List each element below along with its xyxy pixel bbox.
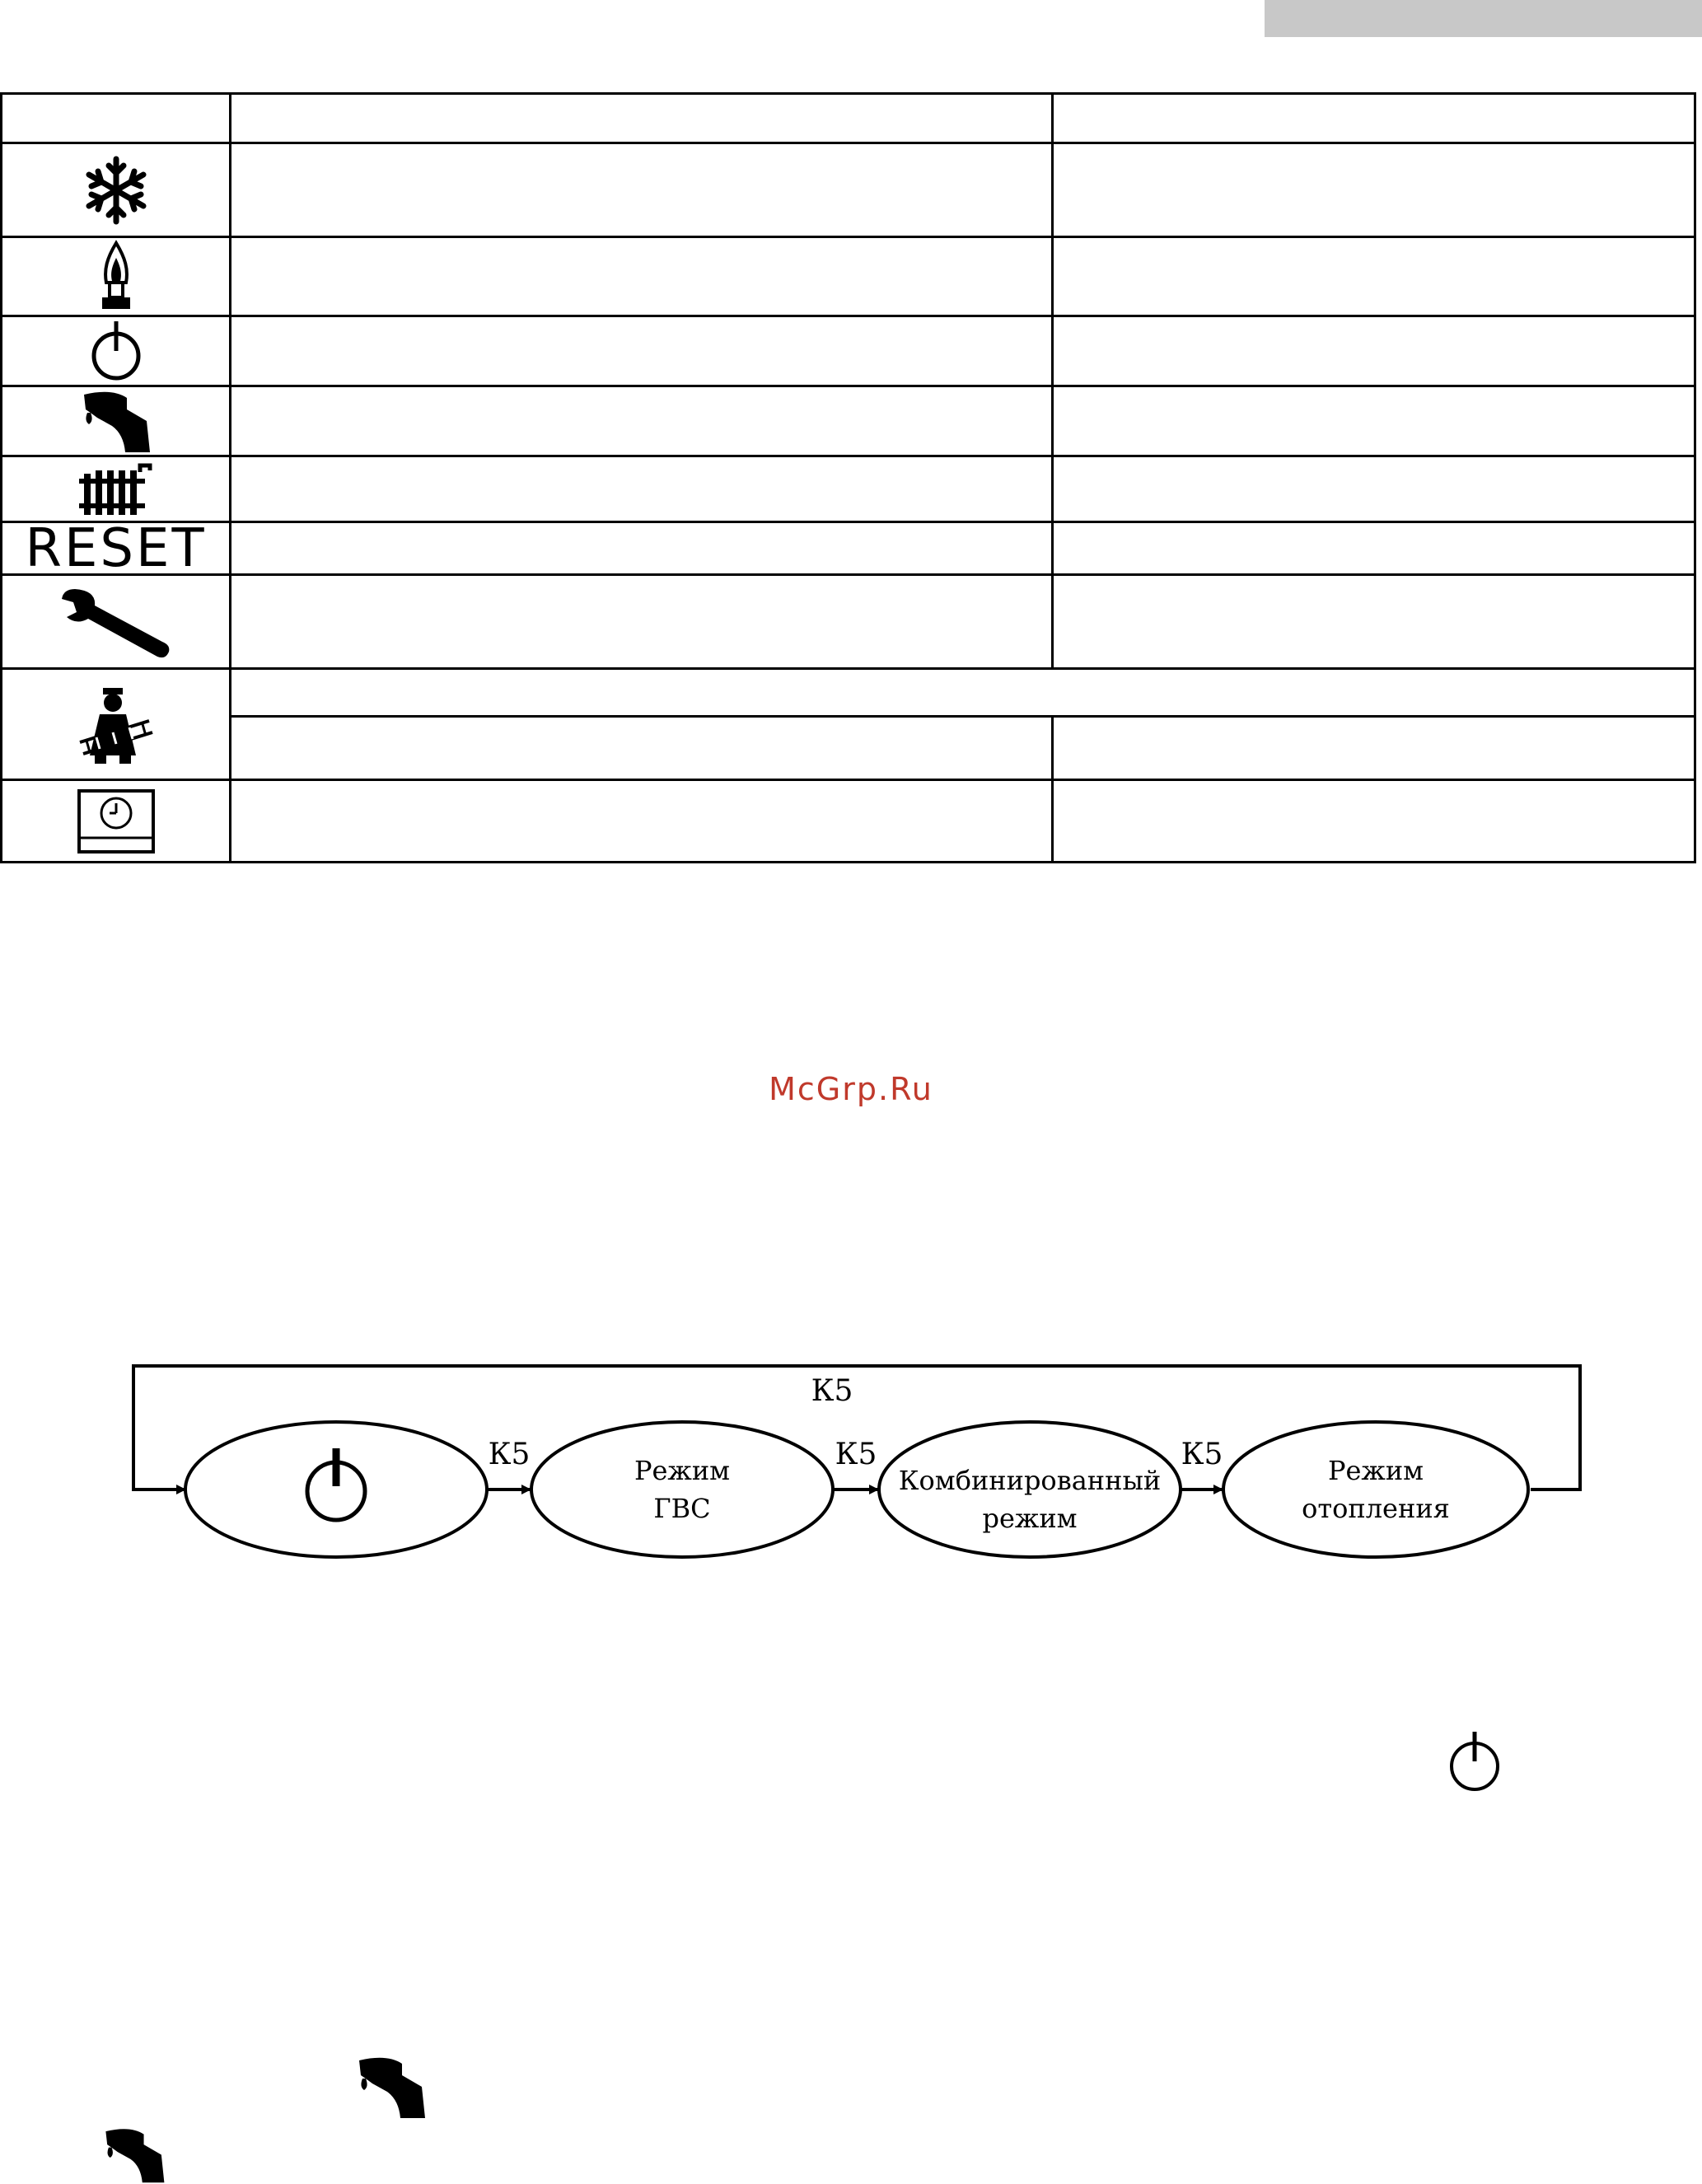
node-label: Режим [1327, 1455, 1424, 1486]
note-cell [1053, 717, 1695, 780]
table-row [2, 669, 1695, 717]
wrench-icon [58, 581, 174, 663]
radiator-icon [79, 462, 153, 517]
description-cell [231, 456, 1053, 522]
icon-cell [2, 237, 231, 316]
node-label: режим [982, 1503, 1078, 1534]
note-cell [1053, 143, 1695, 237]
icon-cell [2, 143, 231, 237]
power-icon [87, 318, 145, 384]
tap-icon [354, 2054, 428, 2120]
description-cell [231, 386, 1053, 456]
chimney-sweep-icon [75, 683, 157, 765]
icon-cell [2, 780, 231, 863]
tap-icon [97, 2126, 171, 2184]
description-cell [231, 575, 1053, 669]
table-row [2, 143, 1695, 237]
node-label: Режим [634, 1455, 731, 1486]
note-cell [1053, 575, 1695, 669]
arrow-label: К5 [1181, 1438, 1223, 1471]
icon-cell [2, 316, 231, 386]
header-bar [1265, 0, 1702, 37]
loop-label: К5 [811, 1374, 853, 1408]
note-cell [1053, 237, 1695, 316]
icon-cell [2, 517, 231, 579]
reset-label: RESET [25, 517, 207, 579]
note-cell [1053, 780, 1695, 863]
description-cell [231, 237, 1053, 316]
watermark: McGrp.Ru [769, 1071, 933, 1107]
table-row [2, 522, 1695, 575]
node-heating [1223, 1422, 1528, 1557]
table-row [2, 780, 1695, 863]
icon-cell [2, 456, 231, 522]
table-row [2, 316, 1695, 386]
description-cell [231, 522, 1053, 575]
description-cell [231, 316, 1053, 386]
power-icon [1446, 1728, 1503, 1794]
header-cell [231, 94, 1053, 143]
snowflake-icon [79, 153, 153, 227]
table-row [2, 386, 1695, 456]
mode-switch-diagram [124, 1359, 1590, 1565]
node-off [185, 1422, 487, 1557]
icon-cell [2, 575, 231, 669]
flame-icon [96, 240, 137, 314]
note-cell [1053, 316, 1695, 386]
timer-display-icon [77, 788, 156, 854]
table-row [2, 575, 1695, 669]
table-row [2, 456, 1695, 522]
arrow-label: К5 [835, 1438, 877, 1471]
header-cell [1053, 94, 1695, 143]
table-header-row [2, 94, 1695, 143]
tap-icon [79, 388, 153, 454]
description-cell [231, 780, 1053, 863]
node-dhw [531, 1422, 833, 1557]
table-row [2, 237, 1695, 316]
header-cell [2, 94, 231, 143]
description-cell [231, 717, 1053, 780]
node-label: ГВС [653, 1493, 711, 1524]
table-row [2, 717, 1695, 780]
arrow-label: К5 [488, 1438, 531, 1471]
icon-cell [2, 386, 231, 456]
node-label: Комбинированный [898, 1465, 1162, 1496]
icon-legend-table [0, 92, 1696, 863]
description-cell [231, 143, 1053, 237]
icon-cell [2, 669, 231, 780]
node-label: отопления [1302, 1493, 1450, 1524]
note-cell [1053, 522, 1695, 575]
note-cell [1053, 386, 1695, 456]
description-cell [231, 669, 1695, 717]
note-cell [1053, 456, 1695, 522]
